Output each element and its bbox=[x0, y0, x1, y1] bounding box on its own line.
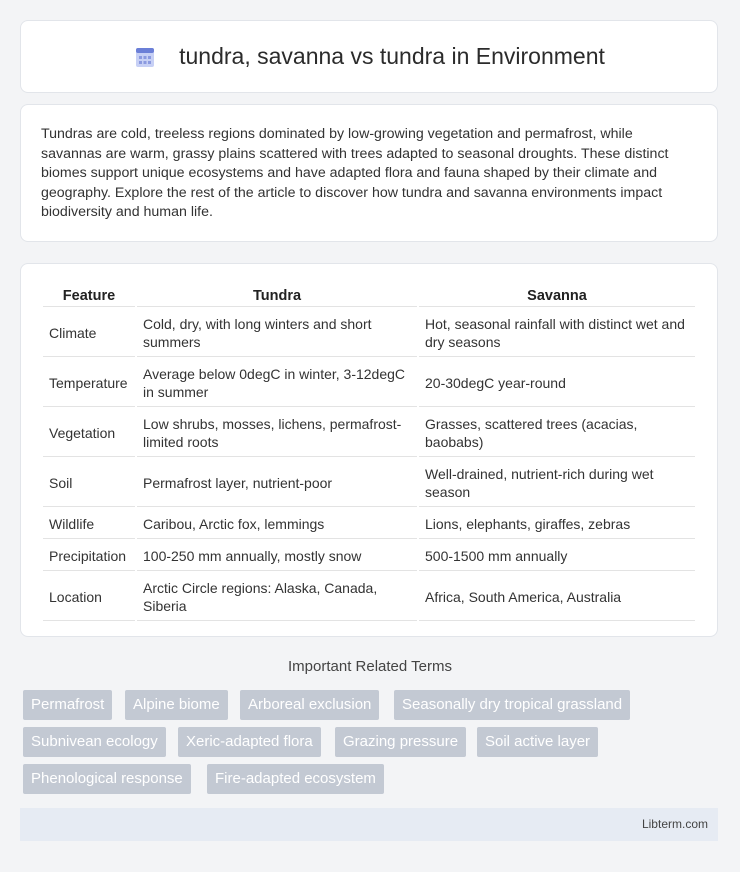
page-title: tundra, savanna vs tundra in Environment bbox=[179, 43, 605, 69]
term-tag-grazing-pressure[interactable]: Grazing pressure bbox=[335, 727, 466, 757]
term-tag-permafrost[interactable]: Permafrost bbox=[23, 690, 112, 720]
term-tag-soil-active-layer[interactable]: Soil active layer bbox=[477, 727, 598, 757]
table-row bbox=[43, 359, 695, 407]
table-cell: Well-drained, nutrient-rich during wet season bbox=[419, 459, 695, 507]
table-cell: Hot, seasonal rainfall with distinct wet and dry seasons bbox=[419, 309, 695, 357]
table-cell: Permafrost layer, nutrient-poor bbox=[137, 459, 417, 507]
table-cell: Climate bbox=[43, 309, 135, 357]
related-terms-title: Important Related Terms bbox=[288, 658, 452, 675]
intro-text: Tundras are cold, treeless regions dominated by low-growing vegetation and permafrost, while savannas are warm, grassy plains scattered with trees adapted to seasonal droughts. These distinct biomes support unique ecosystems and have adapted flora and fauna shaped by their climate and geography. Explore the rest of the article to discover how tundra and savanna environments impact biodiversity and human life. bbox=[41, 126, 669, 221]
table-cell: Grasses, scattered trees (acacias, baobabs) bbox=[419, 409, 695, 457]
table-cell: Location bbox=[43, 573, 135, 621]
table-row bbox=[43, 541, 695, 571]
table-cell: Low shrubs, mosses, lichens, permafrost-limited roots bbox=[137, 409, 417, 457]
intro-card bbox=[20, 104, 718, 242]
footer bbox=[20, 808, 718, 841]
table-row bbox=[43, 309, 695, 357]
term-tag-fire-adapted-ecosystem[interactable]: Fire-adapted ecosystem bbox=[207, 764, 384, 794]
table-cell: 500-1500 mm annually bbox=[419, 541, 695, 571]
table-cell: 20-30degC year-round bbox=[419, 359, 695, 407]
table-cell: Average below 0degC in winter, 3-12degC in summer bbox=[137, 359, 417, 407]
table-cell: Africa, South America, Australia bbox=[419, 573, 695, 621]
term-tag-seasonally-dry-grassland[interactable]: Seasonally dry tropical grassland bbox=[394, 690, 630, 720]
header-card bbox=[20, 20, 718, 93]
table-cell: Vegetation bbox=[43, 409, 135, 457]
term-tag-arboreal-exclusion[interactable]: Arboreal exclusion bbox=[240, 690, 379, 720]
table-row bbox=[43, 409, 695, 457]
building-icon bbox=[133, 45, 157, 69]
table-cell: Soil bbox=[43, 459, 135, 507]
term-tag-xeric-adapted-flora[interactable]: Xeric-adapted flora bbox=[178, 727, 321, 757]
table-cell: Temperature bbox=[43, 359, 135, 407]
table-cell: 100-250 mm annually, mostly snow bbox=[137, 541, 417, 571]
table-cell: Caribou, Arctic fox, lemmings bbox=[137, 509, 417, 539]
term-tag-phenological-response[interactable]: Phenological response bbox=[23, 764, 191, 794]
header-feature: Feature bbox=[43, 286, 135, 307]
table-cell: Precipitation bbox=[43, 541, 135, 571]
page-title-wrap bbox=[133, 43, 605, 70]
table-row bbox=[43, 573, 695, 621]
comparison-card bbox=[20, 263, 718, 637]
term-tag-subnivean-ecology[interactable]: Subnivean ecology bbox=[23, 727, 166, 757]
footer-site-link[interactable]: Libterm.com bbox=[641, 817, 708, 831]
table-cell: Arctic Circle regions: Alaska, Canada, Siberia bbox=[137, 573, 417, 621]
table-cell: Lions, elephants, giraffes, zebras bbox=[419, 509, 695, 539]
table-row bbox=[43, 509, 695, 539]
comparison-table bbox=[41, 284, 697, 623]
header-tundra: Tundra bbox=[137, 286, 417, 307]
term-tag-alpine-biome[interactable]: Alpine biome bbox=[125, 690, 228, 720]
table-cell: Wildlife bbox=[43, 509, 135, 539]
table-row bbox=[43, 459, 695, 507]
table-cell: Cold, dry, with long winters and short summers bbox=[137, 309, 417, 357]
header-savanna: Savanna bbox=[419, 286, 695, 307]
